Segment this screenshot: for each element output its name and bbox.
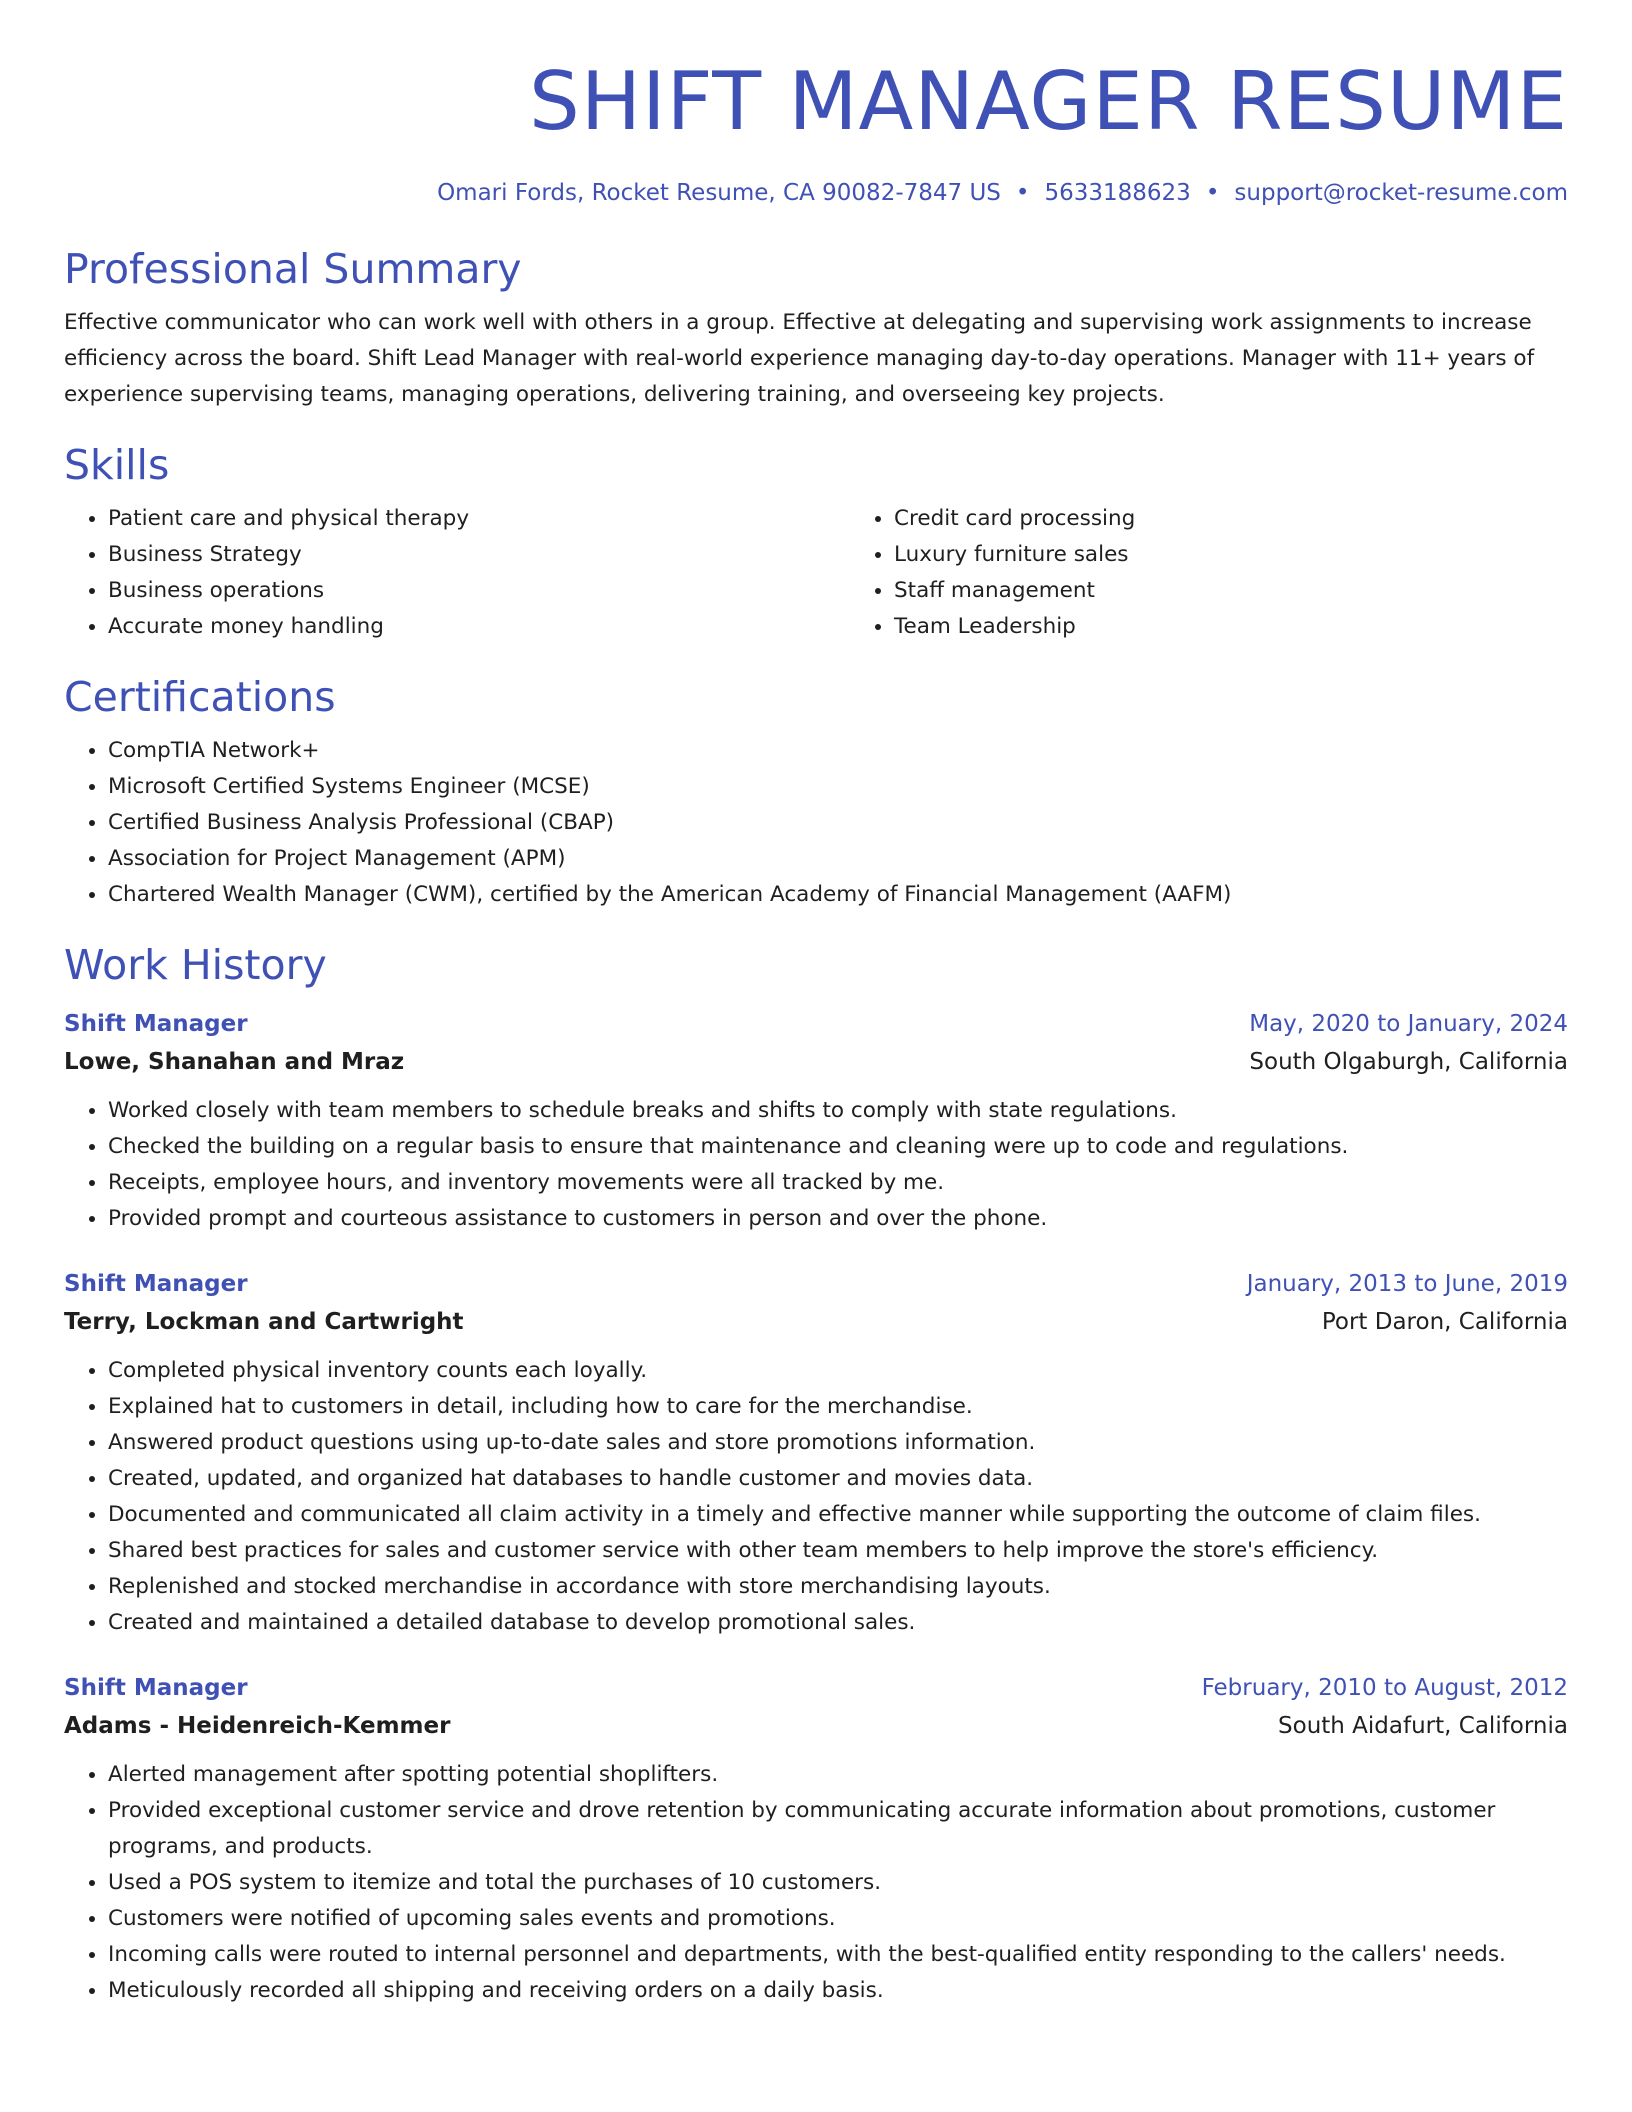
skills-list-right: [850, 501, 1632, 645]
job-bullet: • Receipts, employee hours, and inventory movements were all tracked by me.: [108, 1165, 1568, 1201]
job-location: South Olgaburgh, California: [1249, 1049, 1568, 1075]
job-bullet: • Provided prompt and courteous assistance to customers in person and over the phone.: [108, 1201, 1568, 1237]
skill-item: • Luxury furniture sales: [894, 537, 1632, 573]
skill-item: • Accurate money handling: [108, 609, 850, 645]
summary-text: Effective communicator who can work well with others in a group. Effective at delegating and supervising work assignments to increase efficiency across the board. Shift Lead Manager with real-world experience managing day-to-day operations. Manager with 11+ years of experience supervising teams, managing operations, delivering training, and overseeing key projects.: [64, 310, 1535, 407]
job-title: Shift Manager: [64, 1011, 248, 1037]
skill-item: • Business Strategy: [108, 537, 850, 573]
skill-item: • Business operations: [108, 573, 850, 609]
job-bullet: • Explained hat to customers in detail, including how to care for the merchandise.: [108, 1389, 1568, 1425]
job-bullets: [64, 1353, 1568, 1641]
skills-section: [64, 439, 1568, 645]
job-company-row: [64, 1043, 1568, 1081]
job-bullet: • Alerted management after spotting potential shoplifters.: [108, 1757, 1568, 1793]
job-location: South Aidafurt, California: [1278, 1713, 1568, 1739]
job-entry: [64, 1265, 1568, 1641]
job-dates: February, 2010 to August, 2012: [1201, 1675, 1568, 1701]
skill-item: • Patient care and physical therapy: [108, 501, 850, 537]
skills-heading: Skills: [64, 441, 170, 489]
job-title: Shift Manager: [64, 1675, 248, 1701]
job-bullet: • Created and maintained a detailed database to develop promotional sales.: [108, 1605, 1568, 1641]
contact-line: [64, 177, 1568, 209]
job-entry: [64, 1669, 1568, 2009]
contact-email[interactable]: support@rocket-resume.com: [1234, 180, 1568, 206]
job-bullet: • Meticulously recorded all shipping and receiving orders on a daily basis.: [108, 1973, 1568, 2009]
job-bullet: • Customers were notified of upcoming sales events and promotions.: [108, 1901, 1568, 1937]
job-bullet: • Provided exceptional customer service and drove retention by communicating accurate information about promotions, customer programs, and products.: [108, 1793, 1568, 1865]
skill-item: • Staff management: [894, 573, 1632, 609]
job-bullet: • Documented and communicated all claim activity in a timely and effective manner while supporting the outcome of claim files.: [108, 1497, 1568, 1533]
resume-header: [64, 0, 1568, 209]
job-company-row: [64, 1707, 1568, 1745]
skill-item: • Team Leadership: [894, 609, 1632, 645]
certification-item: • Association for Project Management (APM): [108, 841, 1568, 877]
job-bullet: • Worked closely with team members to schedule breaks and shifts to comply with state regulations.: [108, 1093, 1568, 1129]
job-header-row: [64, 1005, 1568, 1043]
contact-phone: 5633188623: [1044, 180, 1191, 206]
job-bullets: [64, 1757, 1568, 2009]
job-dates: January, 2013 to June, 2019: [1246, 1271, 1568, 1297]
summary-section: [64, 243, 1568, 413]
certification-item: • Microsoft Certified Systems Engineer (MCSE): [108, 769, 1568, 805]
certifications-list: [64, 733, 1568, 913]
job-bullet: • Incoming calls were routed to internal personnel and departments, with the best-qualified entity responding to the callers' needs.: [108, 1937, 1568, 1973]
skill-item: • Credit card processing: [894, 501, 1632, 537]
job-header-row: [64, 1669, 1568, 1707]
job-bullet: • Created, updated, and organized hat databases to handle customer and movies data.: [108, 1461, 1568, 1497]
job-bullets: [64, 1093, 1568, 1237]
job-bullet: • Checked the building on a regular basis to ensure that maintenance and cleaning were up to code and regulations.: [108, 1129, 1568, 1165]
certification-item: • CompTIA Network+: [108, 733, 1568, 769]
job-bullet: • Completed physical inventory counts each loyally.: [108, 1353, 1568, 1389]
job-location: Port Daron, California: [1321, 1309, 1568, 1335]
job-bullet: • Shared best practices for sales and customer service with other team members to help improve the store's efficiency.: [108, 1533, 1568, 1569]
contact-separator: •: [1205, 180, 1220, 206]
job-entry: [64, 1005, 1568, 1237]
work-history-heading: Work History: [64, 941, 327, 989]
job-company: Adams - Heidenreich-Kemmer: [64, 1713, 451, 1739]
skills-grid: [64, 501, 1568, 645]
certification-item: • Certified Business Analysis Professional (CBAP): [108, 805, 1568, 841]
job-header-row: [64, 1265, 1568, 1303]
contact-address: Omari Fords, Rocket Resume, CA 90082-7847 US: [437, 180, 1001, 206]
job-company: Terry, Lockman and Cartwright: [64, 1309, 464, 1335]
job-bullet: • Answered product questions using up-to-date sales and store promotions information.: [108, 1425, 1568, 1461]
certification-item: • Chartered Wealth Manager (CWM), certified by the American Academy of Financial Management (AAFM): [108, 877, 1568, 913]
resume-title: SHIFT MANAGER RESUME: [529, 55, 1568, 148]
job-company-row: [64, 1303, 1568, 1341]
job-bullet: • Replenished and stocked merchandise in accordance with store merchandising layouts.: [108, 1569, 1568, 1605]
job-dates: May, 2020 to January, 2024: [1249, 1011, 1568, 1037]
job-title: Shift Manager: [64, 1271, 248, 1297]
certifications-heading: Certifications: [64, 673, 336, 721]
certifications-section: [64, 671, 1568, 913]
contact-separator: •: [1015, 180, 1030, 206]
work-history-section: [64, 939, 1568, 2009]
skills-list-left: [64, 501, 850, 645]
summary-heading: Professional Summary: [64, 245, 522, 293]
job-bullet: • Used a POS system to itemize and total the purchases of 10 customers.: [108, 1865, 1568, 1901]
job-company: Lowe, Shanahan and Mraz: [64, 1049, 405, 1075]
